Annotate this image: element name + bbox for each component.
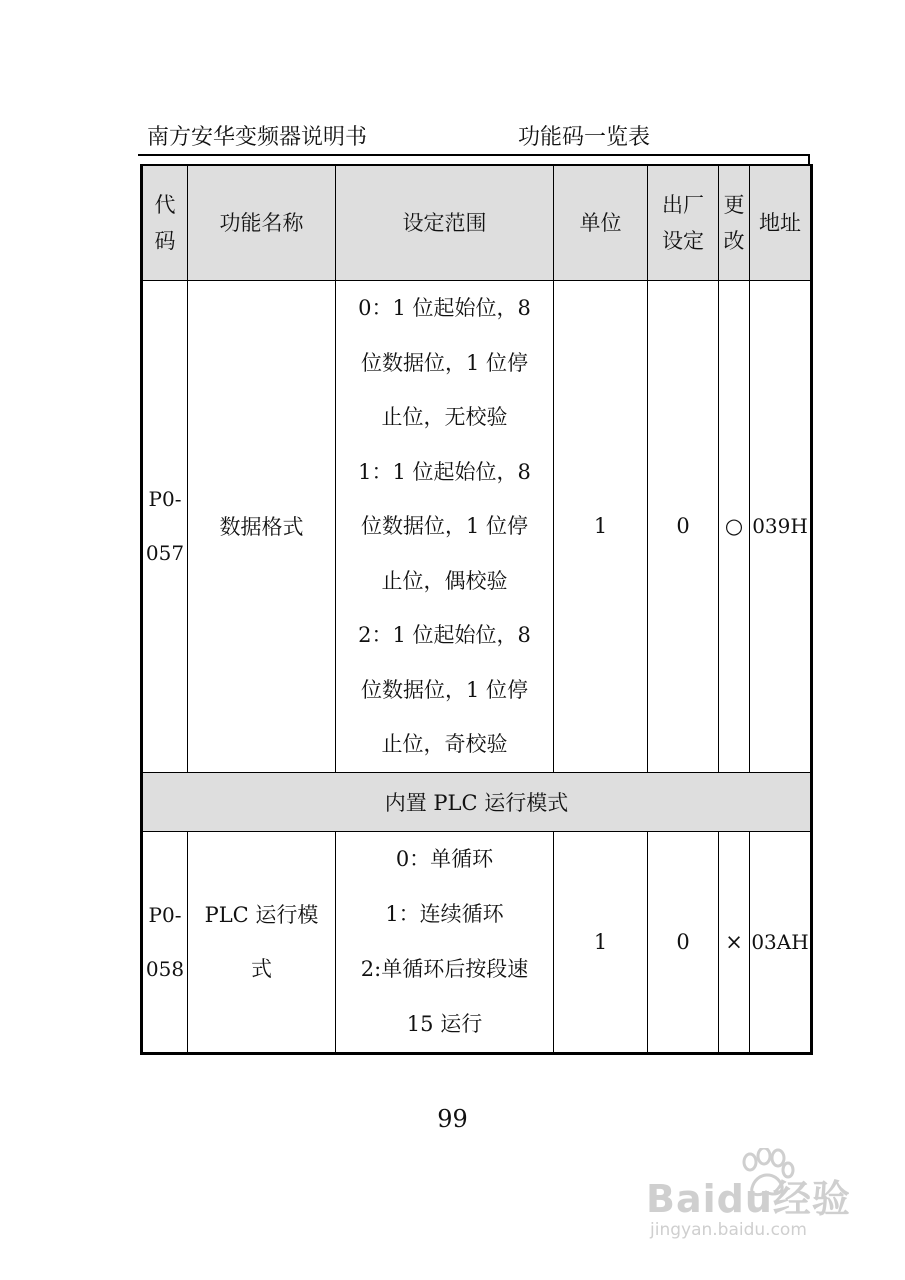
cell-factory: 0: [648, 281, 719, 773]
table-row: [142, 281, 812, 773]
section-title: 功能码一览表: [518, 125, 651, 150]
col-header-factory: 出厂 设定: [648, 165, 719, 281]
cell-code: P0- 058: [142, 831, 188, 1053]
cell-address: 039H: [750, 281, 812, 773]
table-header-row: [142, 165, 812, 281]
cell-name: PLC 运行模 式: [188, 831, 336, 1053]
cell-unit: 1: [554, 281, 648, 773]
cell-address: 03AH: [750, 831, 812, 1053]
col-header-change: 更 改: [719, 165, 750, 281]
col-header-code: 代 码: [142, 165, 188, 281]
header-rule: [138, 154, 810, 156]
cell-range: 0：单循环 1：连续循环 2:单循环后按段速 15 运行: [336, 831, 554, 1053]
section-heading-row: [142, 772, 812, 831]
cell-name: 数据格式: [188, 281, 336, 773]
baidu-watermark: [640, 1148, 870, 1248]
col-header-name: 功能名称: [188, 165, 336, 281]
col-header-address: 地址: [750, 165, 812, 281]
cell-change: ×: [719, 831, 750, 1053]
col-header-unit: 单位: [554, 165, 648, 281]
section-heading: 内置 PLC 运行模式: [142, 772, 812, 831]
function-code-table: [140, 164, 813, 1055]
table-row: [142, 831, 812, 1053]
col-header-range: 设定范围: [336, 165, 554, 281]
page-number: 99: [437, 1105, 468, 1133]
watermark-url: jingyan.baidu.com: [650, 1220, 807, 1240]
cell-change: ○: [719, 281, 750, 773]
cell-range: 0：1 位起始位，8 位数据位，1 位停 止位，无校验 1：1 位起始位，8 位数据位，1 位停 止位，偶校验 2：1 位起始位，8 位数据位，1 位停 止位，奇校验: [336, 281, 554, 773]
manual-title: 南方安华变频器说明书: [147, 125, 368, 150]
cell-unit: 1: [554, 831, 648, 1053]
cell-factory: 0: [648, 831, 719, 1053]
cell-code: P0- 057: [142, 281, 188, 773]
watermark-logo-text: Baidu经验: [646, 1177, 851, 1221]
